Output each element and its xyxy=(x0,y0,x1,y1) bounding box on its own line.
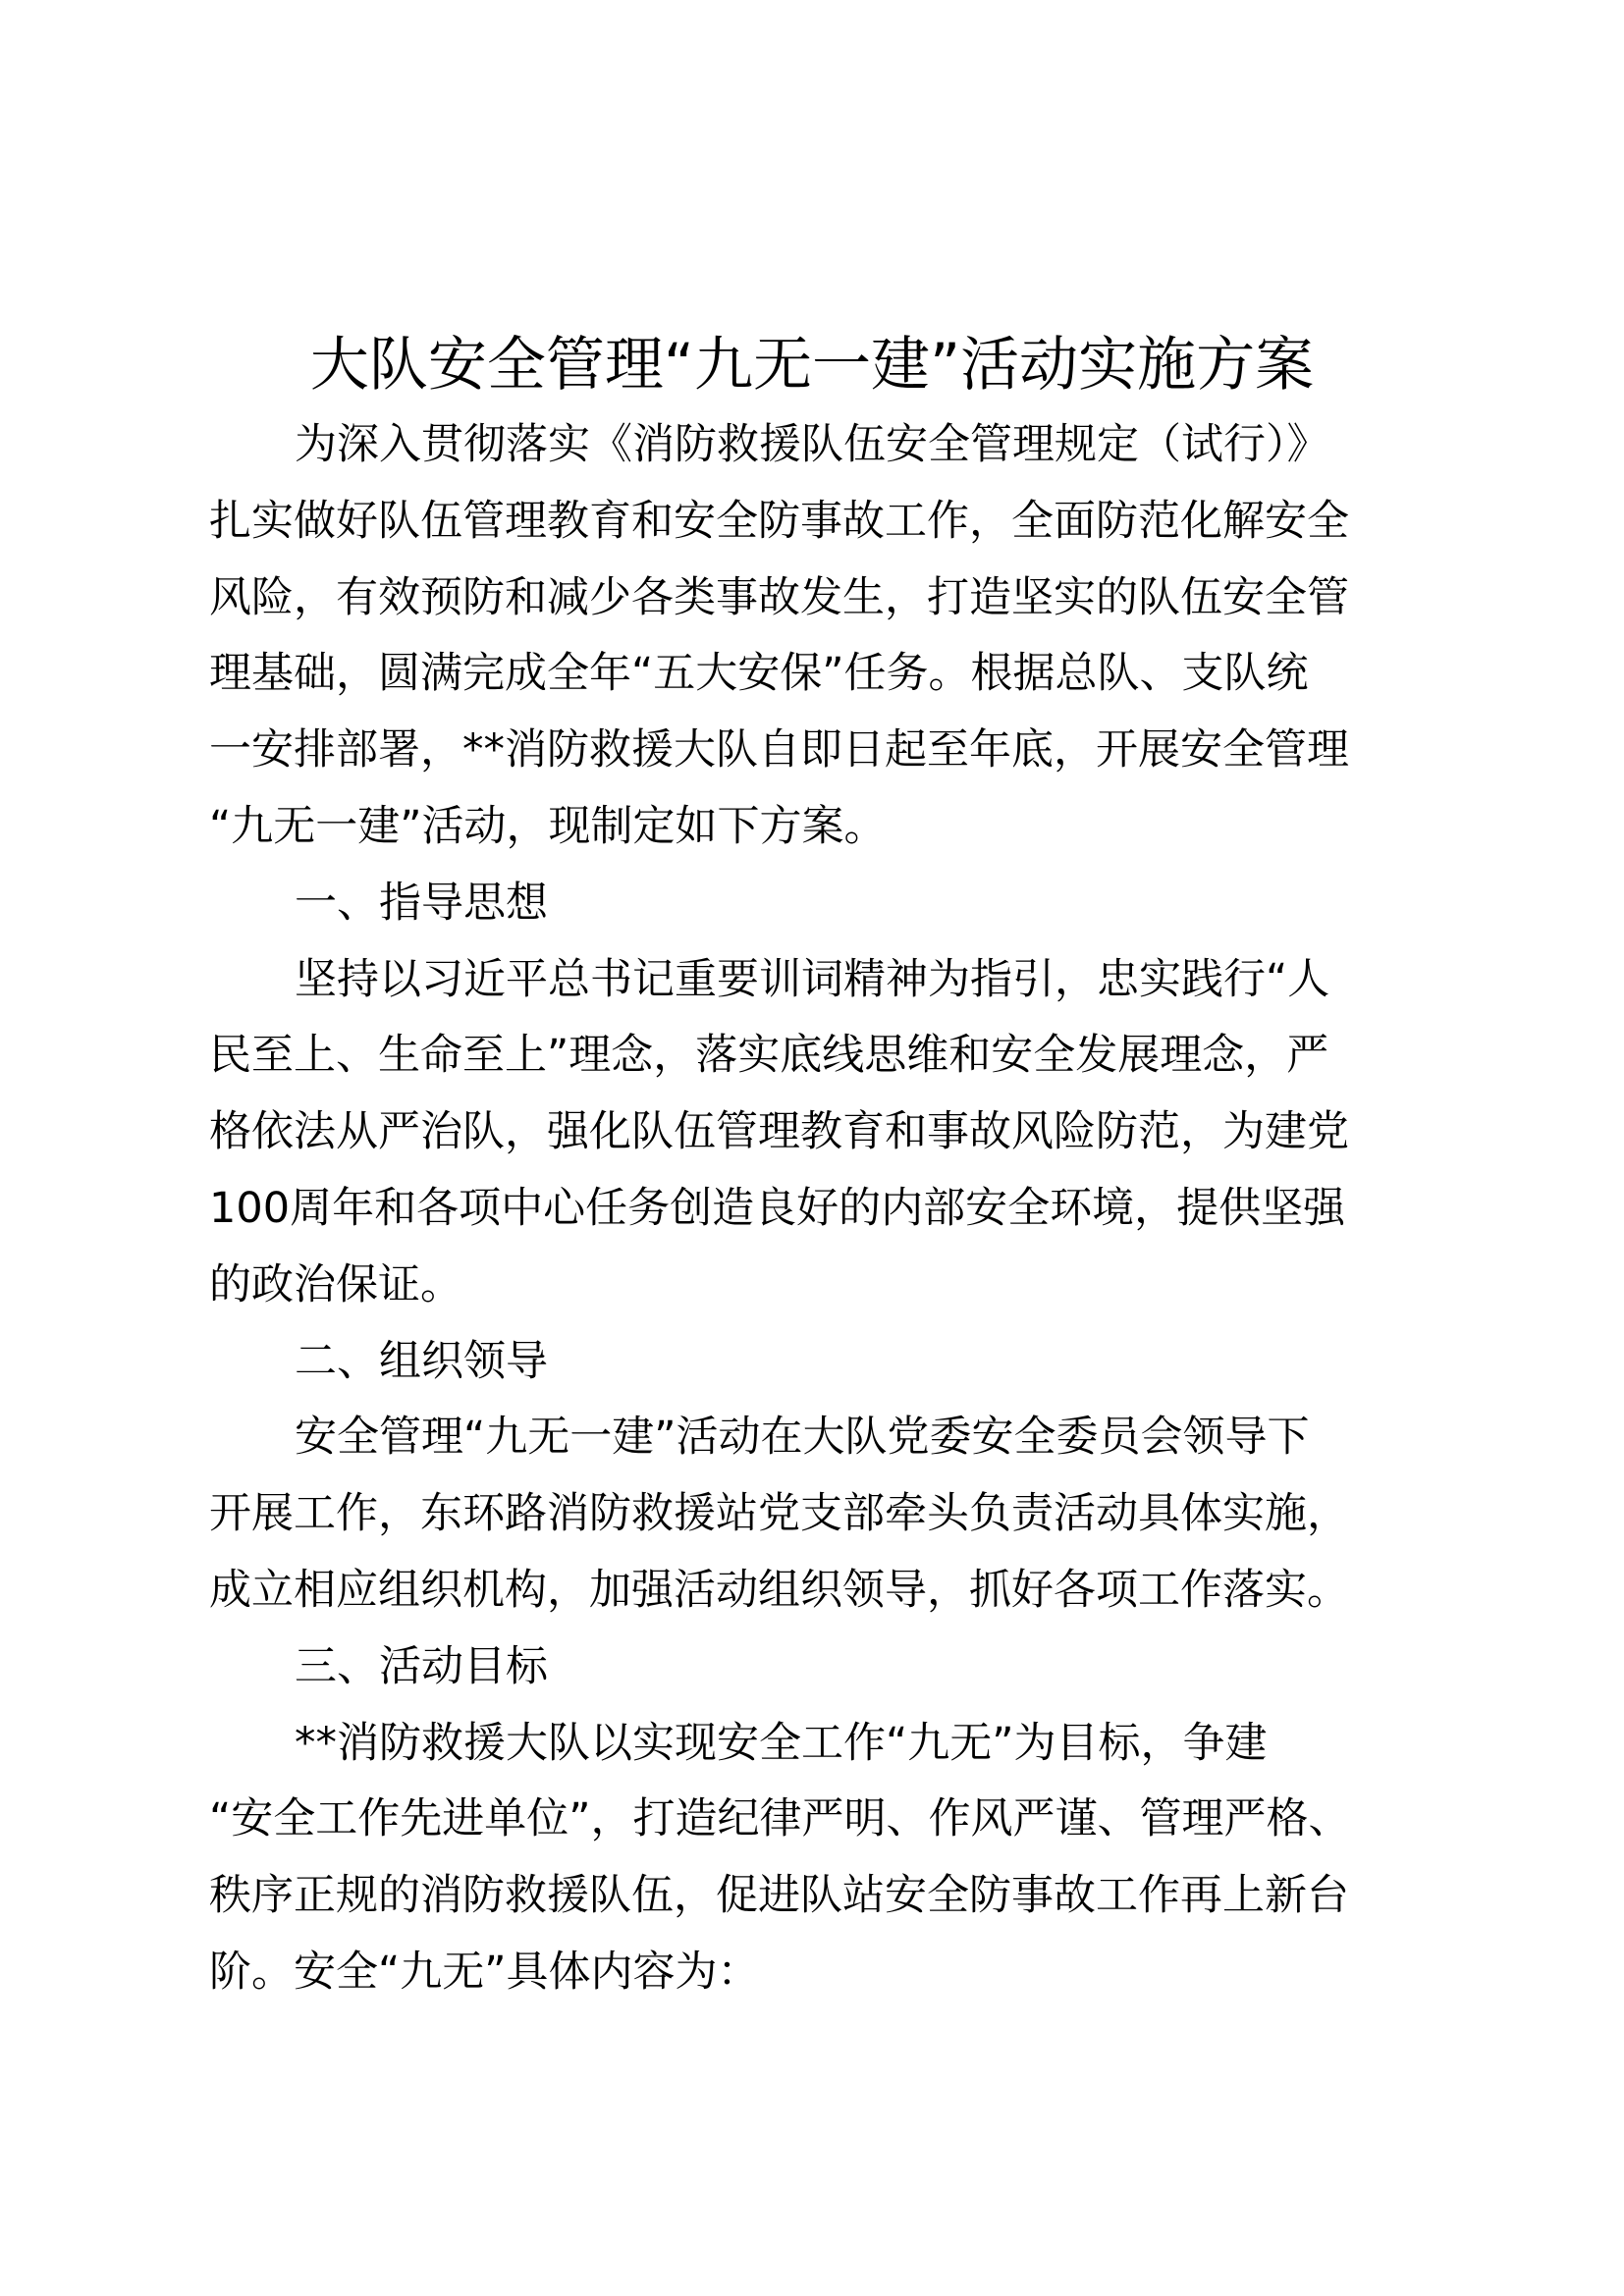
paragraph-line: 扎实做好队伍管理教育和安全防事故工作，全面防范化解安全 xyxy=(209,496,1349,546)
paragraph-line: 100周年和各项中心任务创造良好的内部安全环境，提供坚强 xyxy=(209,1183,1346,1233)
document-body xyxy=(209,407,1417,2011)
paragraph-line: 安全管理“九无一建”活动在大队党委安全委员会领导下 xyxy=(295,1413,1310,1463)
section-heading-guiding-ideology: 一、指导思想 xyxy=(295,878,548,928)
paragraph-line: “九无一建”活动，现制定如下方案。 xyxy=(209,801,887,851)
paragraph-line: 民至上、生命至上”理念，落实底线思维和安全发展理念，严 xyxy=(209,1031,1329,1081)
paragraph-line: **消防救援大队以实现安全工作“九无”为目标，争建 xyxy=(295,1718,1268,1768)
paragraph-line: 秩序正规的消防救援队伍，促进队站安全防事故工作再上新台 xyxy=(209,1871,1349,1921)
paragraph-line: 一安排部署，**消防救援大队自即日起至年底，开展安全管理 xyxy=(209,725,1349,775)
paragraph-line: 理基础，圆满完成全年“五大安保”任务。根据总队、支队统 xyxy=(209,649,1309,699)
paragraph-line: 的政治保证。 xyxy=(209,1259,462,1309)
paragraph-line: 为深入贯彻落实《消防救援队伍安全管理规定（试行）》 xyxy=(295,420,1329,469)
paragraph-line: 阶。安全“九无”具体内容为： xyxy=(209,1947,760,1997)
paragraph-line: 风险，有效预防和减少各类事故发生，打造坚实的队伍安全管 xyxy=(209,572,1349,622)
paragraph-line: “安全工作先进单位”，打造纪律严明、作风严谨、管理严格、 xyxy=(209,1794,1351,1844)
paragraph-line: 开展工作，东环路消防救援站党支部牵头负责活动具体实施， xyxy=(209,1489,1349,1539)
section-heading-organization: 二、组织领导 xyxy=(295,1336,548,1386)
section-heading-objectives: 三、活动目标 xyxy=(295,1641,548,1691)
paragraph-line: 成立相应组织机构，加强活动组织领导，抓好各项工作落实。 xyxy=(209,1565,1349,1615)
paragraph-line: 坚持以习近平总书记重要训词精神为指引，忠实践行“人 xyxy=(295,954,1330,1004)
paragraph-line: 格依法从严治队，强化队伍管理教育和事故风险防范，为建党 xyxy=(209,1107,1349,1157)
document-title: 大队安全管理“九无一建”活动实施方案 xyxy=(309,331,1315,400)
